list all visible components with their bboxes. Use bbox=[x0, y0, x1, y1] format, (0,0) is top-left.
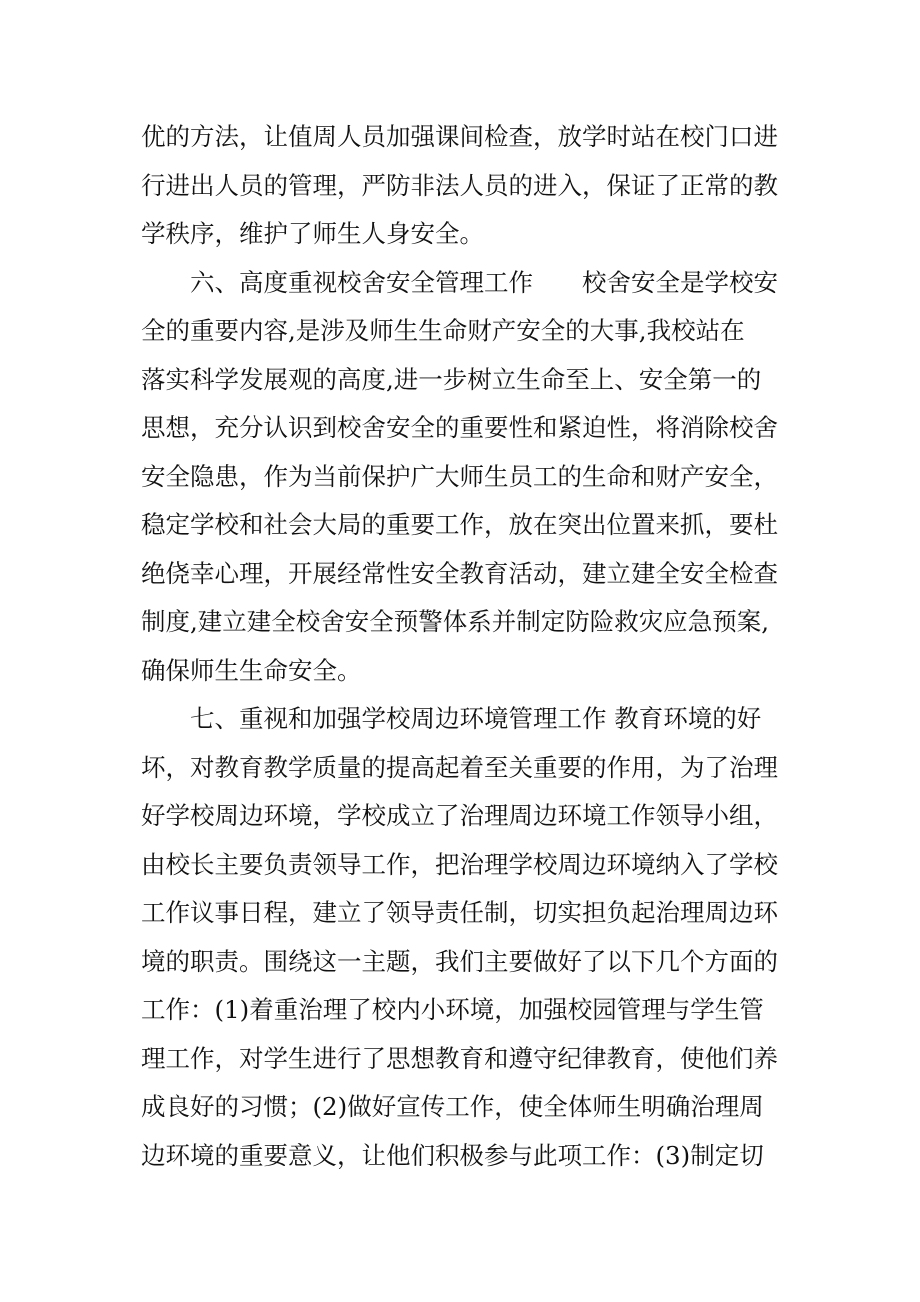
text-line: 稳定学校和社会大局的重要工作，放在突出位置来抓，要杜 bbox=[141, 510, 778, 539]
text-line: 好学校周边环境，学校成立了治理周边环境工作领导小组， bbox=[141, 801, 778, 830]
text-line: 制度,建立建全校舍安全预警体系并制定防险救灾应急预案, bbox=[141, 607, 770, 636]
text-line: 落实科学发展观的高度,进一步树立生命至上、安全第一的 bbox=[141, 364, 762, 394]
section-heading-line: 七、重视和加强学校周边环境管理工作 教育环境的好 bbox=[190, 704, 762, 733]
text-line: 由校长主要负责领导工作，把治理学校周边环境纳入了学校 bbox=[141, 849, 778, 879]
text-line: 思想，充分认识到校舍安全的重要性和紧迫性，将消除校舍 bbox=[141, 413, 778, 442]
text-line: 工作：(1)着重治理了校内小环境，加强校园管理与学生管 bbox=[141, 995, 764, 1024]
text-line: 境的职责。围绕这一主题，我们主要做好了以下几个方面的 bbox=[141, 946, 778, 976]
text-line: 全的重要内容,是涉及师生生命财产安全的大事,我校站在 bbox=[141, 316, 745, 345]
text-line: 绝侥幸心理，开展经常性安全教育活动，建立建全安全检查 bbox=[141, 558, 778, 588]
text-line: 安全隐患，作为当前保护广大师生员工的生命和财产安全， bbox=[141, 461, 778, 491]
text-line: 理工作，对学生进行了思想教育和遵守纪律教育，使他们养 bbox=[141, 1043, 778, 1073]
text-line: 边环境的重要意义，让他们积极参与此项工作：(3)制定切 bbox=[141, 1140, 764, 1170]
text-line: 行进出人员的管理，严防非法人员的进入，保证了正常的教 bbox=[141, 170, 778, 200]
section-heading-line: 六、高度重视校舍安全管理工作 校舍安全是学校安 bbox=[190, 267, 778, 297]
text-line: 成良好的习惯；(2)做好宣传工作，使全体师生明确治理周 bbox=[141, 1092, 764, 1121]
text-line: 学秩序，维护了师生人身安全。 bbox=[141, 219, 484, 248]
paragraph-school-building-safety bbox=[141, 259, 781, 696]
text-line: 工作议事日程，建立了领导责任制，切实担负起治理周边环 bbox=[141, 898, 778, 927]
text-line: 确保师生生命安全。 bbox=[141, 655, 362, 685]
text-line: 优的方法，让值周人员加强课间检查，放学时站在校门口进 bbox=[141, 122, 778, 151]
paragraph-continuation bbox=[141, 113, 781, 259]
document-body bbox=[141, 113, 781, 1180]
paragraph-surrounding-environment bbox=[141, 695, 781, 1180]
text-line: 坏，对教育教学质量的提高起着至关重要的作用，为了治理 bbox=[141, 752, 778, 782]
